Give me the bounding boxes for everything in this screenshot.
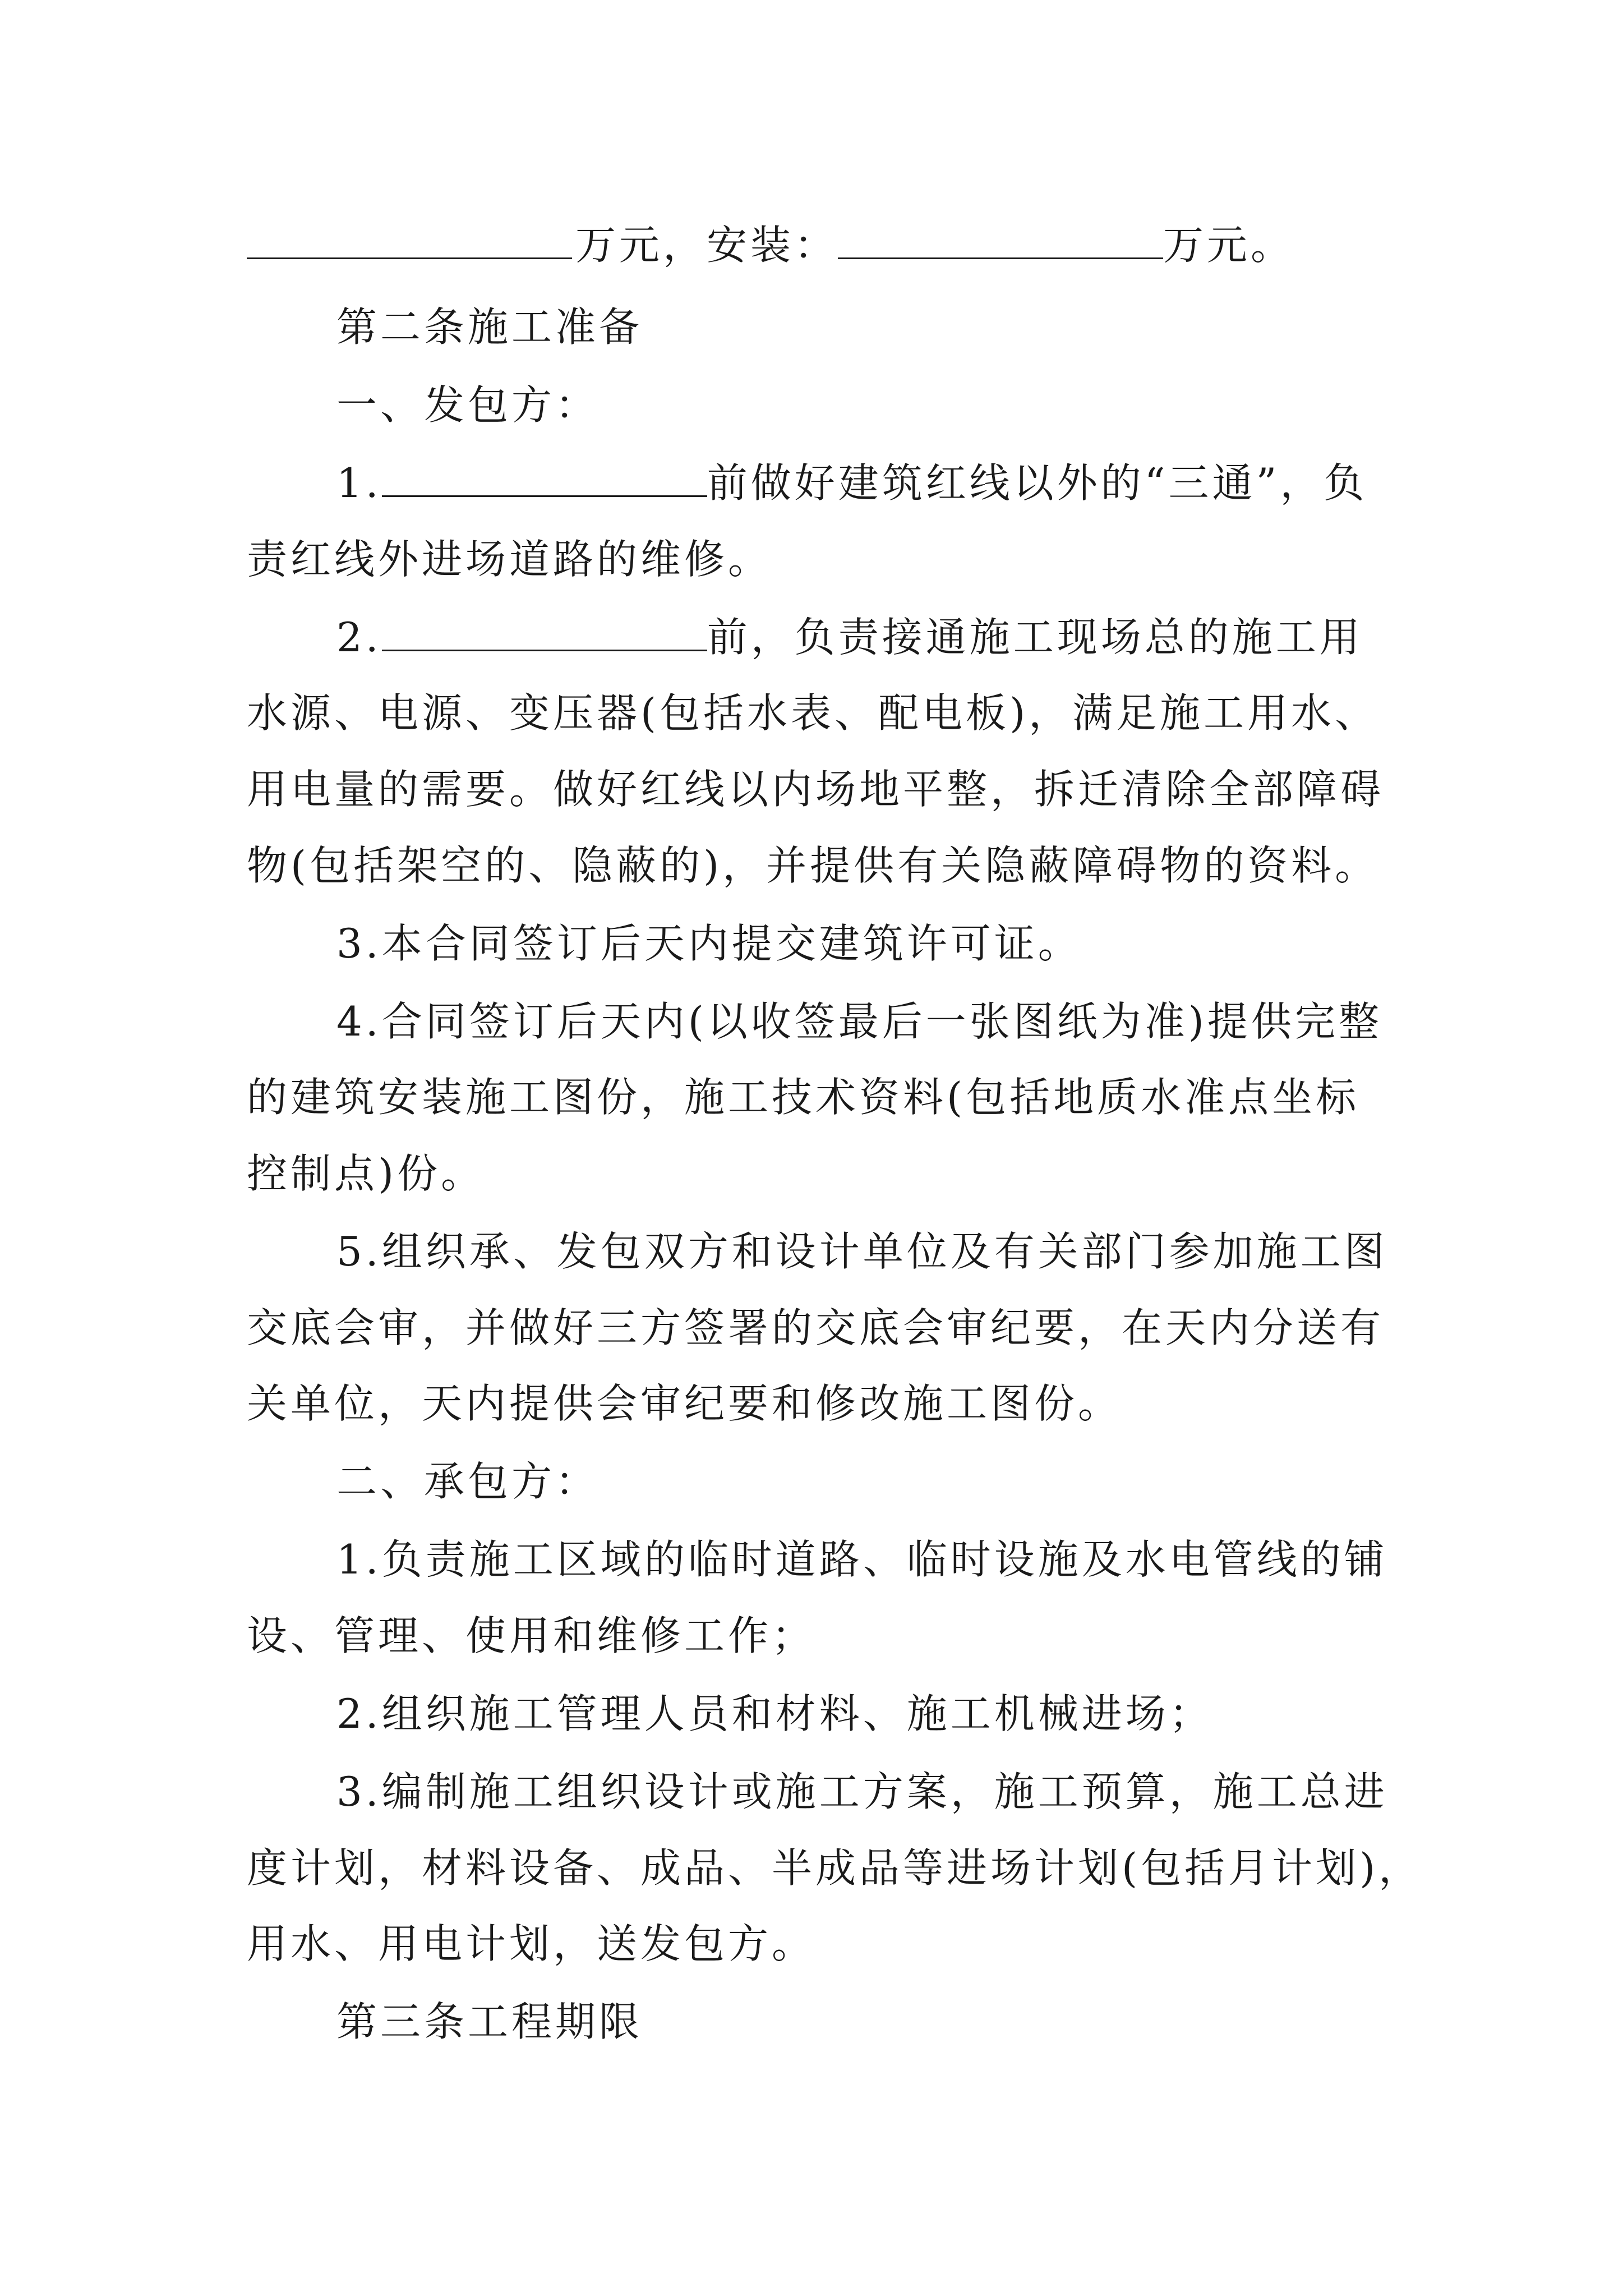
text-line-9: 物(包括架空的、隐蔽的)，并提供有关隐蔽障碍物的资料。	[247, 842, 1379, 889]
text-line-4	[336, 441, 1436, 525]
text-line-22: 度计划，材料设备、成品、半成品等进场计划(包括月计划)，	[247, 1844, 1423, 1892]
text-segment: 前做好建筑红线以外的“三通”，负	[707, 459, 1368, 507]
text-line-7: 水源、电源、变压器(包括水表、配电板)，满足施工用水、	[247, 689, 1379, 737]
text-line-10: 3.本合同签订后天内提交建筑许可证。	[336, 920, 1082, 967]
text-line-15: 交底会审，并做好三方签署的交底会审纪要，在天内分送有	[247, 1304, 1385, 1351]
text-line-11: 4.合同签订后天内(以收签最后一张图纸为准)提供完整	[336, 998, 1382, 1045]
text-segment: 2.	[336, 614, 382, 661]
text-line-16: 关单位，天内提供会审纪要和修改施工图份。	[247, 1380, 1122, 1427]
text-line-23: 用水、用电计划，送发包方。	[247, 1920, 816, 1967]
text-line-13: 控制点)份。	[247, 1150, 485, 1197]
text-line-1	[247, 203, 1436, 287]
text-line-14: 5.组织承、发包双方和设计单位及有关部门参加施工图	[336, 1228, 1388, 1275]
blank-field	[382, 617, 707, 651]
text-segment: 万元，安装：	[575, 222, 838, 269]
text-segment: 万元。	[1163, 222, 1295, 269]
section-heading: 第三条工程期限	[336, 1998, 643, 2045]
text-line-19: 设、管理、使用和维修工作；	[247, 1612, 816, 1659]
text-line-21: 3.编制施工组织设计或施工方案，施工预算，施工总进	[336, 1768, 1388, 1815]
subsection-heading: 二、承包方：	[336, 1458, 600, 1505]
text-line-8: 用电量的需要。做好红线以内场地平整，拆迁清除全部障碍	[247, 766, 1385, 813]
blank-field	[838, 225, 1163, 259]
text-segment: 1.	[336, 459, 382, 507]
blank-field	[382, 463, 707, 497]
text-line-12: 的建筑安装施工图份，施工技术资料(包括地质水准点坐标	[247, 1074, 1360, 1121]
text-line-5: 责红线外进场道路的维修。	[247, 536, 772, 583]
text-line-18: 1.负责施工区域的临时道路、临时设施及水电管线的铺	[336, 1536, 1388, 1583]
text-line-20: 2.组织施工管理人员和材料、施工机械进场；	[336, 1690, 1213, 1737]
text-line-6	[336, 595, 1436, 679]
section-heading: 第二条施工准备	[336, 303, 643, 351]
text-segment: 前，负责接通施工现场总的施工用	[707, 614, 1363, 661]
subsection-heading: 一、发包方：	[336, 381, 600, 429]
blank-field	[247, 225, 572, 259]
